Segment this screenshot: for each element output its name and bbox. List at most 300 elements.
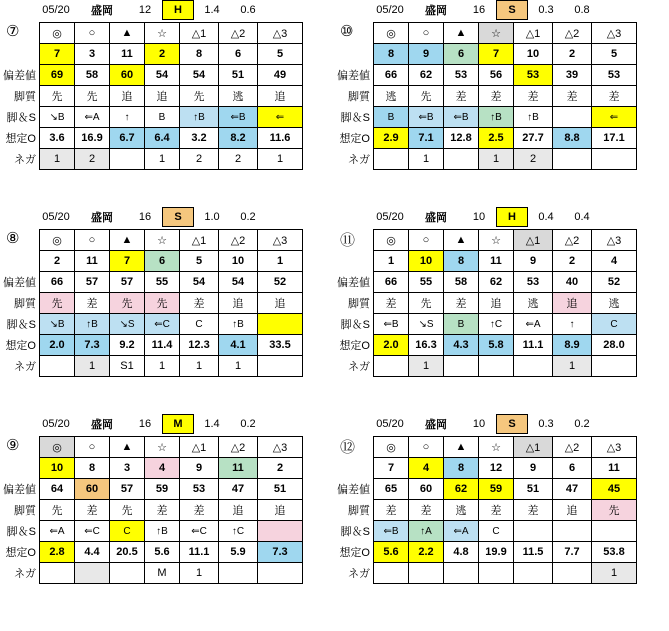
- table-cell: [479, 356, 514, 377]
- table-cell: △2: [553, 230, 592, 251]
- table-row: [334, 86, 637, 107]
- table-cell: 52: [258, 272, 303, 293]
- table-cell: C: [479, 521, 514, 542]
- table-cell: 27.7: [514, 128, 553, 149]
- table-cell: 19.9: [479, 542, 514, 563]
- table-cell: 5.9: [219, 542, 258, 563]
- table-row: [334, 479, 637, 500]
- table-cell: ⇐B: [444, 107, 479, 128]
- race-date: 05/20: [42, 418, 70, 430]
- table-cell: 53: [444, 65, 479, 86]
- table-cell: 5: [258, 44, 303, 65]
- table-row: [0, 272, 303, 293]
- table-cell: 先: [409, 293, 444, 314]
- table-cell: 53: [592, 65, 637, 86]
- race-grade: S: [163, 208, 194, 227]
- table-cell: ◎: [40, 230, 75, 251]
- table-row: [0, 128, 303, 149]
- table-cell: ⇐C: [75, 521, 110, 542]
- row-label: 想定O: [339, 547, 370, 559]
- table-cell: ↑C: [479, 314, 514, 335]
- row-label: 脚質: [348, 298, 370, 310]
- race-distance: 16: [138, 418, 152, 430]
- table-row: [0, 314, 303, 335]
- table-cell: [110, 563, 145, 584]
- table-cell: 2.5: [479, 128, 514, 149]
- table-cell: M: [145, 563, 180, 584]
- table-cell: 62: [479, 272, 514, 293]
- table-cell: ○: [75, 23, 110, 44]
- table-cell: 9: [514, 251, 553, 272]
- table-cell: [374, 563, 409, 584]
- table-cell: 逃: [514, 293, 553, 314]
- table-cell: 先: [592, 500, 637, 521]
- table-cell: 16.9: [75, 128, 110, 149]
- table-cell: 28.0: [592, 335, 637, 356]
- table-cell: 10: [514, 44, 553, 65]
- table-cell: ⇐A: [444, 521, 479, 542]
- table-cell: 2: [40, 251, 75, 272]
- table-cell: △1: [514, 230, 553, 251]
- row-label: 脚質: [14, 505, 36, 517]
- table-row: [0, 563, 303, 584]
- race-value-2: 0.8: [574, 4, 590, 16]
- table-row: [334, 437, 637, 458]
- table-cell: 2: [180, 149, 219, 170]
- table-cell: 55: [145, 272, 180, 293]
- table-row: [0, 356, 303, 377]
- table-cell: △3: [258, 230, 303, 251]
- table-cell: [374, 356, 409, 377]
- race-value-2: 0.2: [240, 418, 256, 430]
- table-cell: 差: [514, 500, 553, 521]
- table-cell: ⇐A: [40, 521, 75, 542]
- race-header: [370, 0, 600, 20]
- race-grade: M: [163, 415, 194, 434]
- race-track: 盛岡: [91, 212, 113, 224]
- row-label: 脚＆S: [340, 319, 370, 331]
- race-grade: S: [497, 415, 528, 434]
- table-cell: ↑: [110, 107, 145, 128]
- table-cell: 8: [75, 458, 110, 479]
- row-label: ネガ: [14, 361, 36, 373]
- table-cell: 60: [75, 479, 110, 500]
- table-cell: 1: [592, 563, 637, 584]
- table-cell: C: [180, 314, 219, 335]
- table-cell: 2: [219, 149, 258, 170]
- table-cell: 51: [258, 479, 303, 500]
- table-cell: 7: [40, 44, 75, 65]
- table-cell: 57: [110, 479, 145, 500]
- race-header: [36, 414, 266, 434]
- table-cell: [40, 356, 75, 377]
- table-row: [334, 500, 637, 521]
- table-cell: 5.8: [479, 335, 514, 356]
- table-cell: ⇐B: [374, 521, 409, 542]
- table-cell: 59: [479, 479, 514, 500]
- table-cell: 53: [180, 479, 219, 500]
- table-cell: 11: [110, 44, 145, 65]
- table-cell: 1: [553, 356, 592, 377]
- table-cell: ▲: [110, 23, 145, 44]
- race-value-1: 1.0: [204, 211, 220, 223]
- table-cell: [514, 356, 553, 377]
- table-cell: C: [110, 521, 145, 542]
- table-row: [0, 44, 303, 65]
- race-header: [370, 414, 600, 434]
- table-cell: ↑B: [514, 107, 553, 128]
- race-table: [334, 436, 637, 584]
- table-cell: ☆: [479, 437, 514, 458]
- table-cell: 先: [409, 86, 444, 107]
- table-cell: 6: [553, 458, 592, 479]
- table-cell: △1: [180, 23, 219, 44]
- table-cell: 差: [374, 293, 409, 314]
- table-cell: 6.7: [110, 128, 145, 149]
- table-cell: ↑B: [180, 107, 219, 128]
- race-header: [370, 207, 600, 227]
- table-cell: 9: [514, 458, 553, 479]
- race-track: 盛岡: [91, 419, 113, 431]
- race-value-2: 0.2: [240, 211, 256, 223]
- table-cell: 11: [75, 251, 110, 272]
- table-cell: [592, 149, 637, 170]
- table-cell: ⇐B: [374, 314, 409, 335]
- table-cell: 11.5: [514, 542, 553, 563]
- race-table: [334, 229, 637, 377]
- table-cell: [258, 521, 303, 542]
- race-table: [0, 229, 303, 377]
- race-date: 05/20: [376, 418, 404, 430]
- table-cell: 6: [444, 44, 479, 65]
- table-cell: 8: [444, 251, 479, 272]
- table-cell: 49: [258, 65, 303, 86]
- table-cell: △2: [219, 437, 258, 458]
- table-cell: B: [145, 107, 180, 128]
- table-cell: 差: [479, 500, 514, 521]
- table-cell: 4: [409, 458, 444, 479]
- race-distance: 10: [472, 418, 486, 430]
- table-cell: 47: [219, 479, 258, 500]
- table-cell: ↑A: [409, 521, 444, 542]
- table-cell: 差: [75, 500, 110, 521]
- table-cell: ⇐B: [219, 107, 258, 128]
- table-row: [334, 230, 637, 251]
- row-label: [334, 44, 374, 65]
- table-cell: 9: [409, 44, 444, 65]
- table-cell: 4.3: [444, 335, 479, 356]
- race-number: ⑩: [340, 23, 354, 40]
- table-cell: 54: [180, 65, 219, 86]
- table-row: [0, 521, 303, 542]
- row-label: [0, 458, 40, 479]
- table-row: [334, 458, 637, 479]
- table-cell: 追: [258, 293, 303, 314]
- table-cell: 逃: [219, 86, 258, 107]
- row-label: 脚質: [348, 91, 370, 103]
- table-cell: ⇐A: [514, 314, 553, 335]
- row-label: 想定O: [339, 340, 370, 352]
- table-row: [334, 107, 637, 128]
- table-cell: 6: [145, 251, 180, 272]
- table-cell: [444, 149, 479, 170]
- table-cell: 7.3: [258, 542, 303, 563]
- table-cell: 先: [40, 500, 75, 521]
- table-cell: [40, 563, 75, 584]
- row-label: ネガ: [348, 361, 370, 373]
- table-cell: △2: [219, 23, 258, 44]
- table-cell: △2: [553, 23, 592, 44]
- table-row: [334, 314, 637, 335]
- table-cell: 8: [374, 44, 409, 65]
- table-cell: [553, 521, 592, 542]
- table-cell: 9: [180, 458, 219, 479]
- table-cell: 7: [110, 251, 145, 272]
- table-row: [0, 86, 303, 107]
- table-cell: 60: [409, 479, 444, 500]
- table-cell: 1: [374, 251, 409, 272]
- race-grade: H: [163, 1, 194, 20]
- table-cell: [258, 314, 303, 335]
- table-cell: 7: [374, 458, 409, 479]
- race-block: [334, 207, 669, 414]
- table-cell: 65: [374, 479, 409, 500]
- race-date: 05/20: [376, 211, 404, 223]
- table-cell: 1: [145, 356, 180, 377]
- table-cell: 20.5: [110, 542, 145, 563]
- table-cell: ▲: [110, 437, 145, 458]
- race-value-1: 0.3: [538, 418, 554, 430]
- table-cell: ⇐A: [75, 107, 110, 128]
- table-cell: ⇐C: [180, 521, 219, 542]
- table-cell: 9.2: [110, 335, 145, 356]
- table-cell: ○: [75, 437, 110, 458]
- table-cell: 58: [444, 272, 479, 293]
- table-cell: ⇐: [592, 107, 637, 128]
- table-row: [0, 230, 303, 251]
- table-cell: [110, 149, 145, 170]
- table-cell: 8: [444, 458, 479, 479]
- table-cell: [444, 356, 479, 377]
- row-label: 脚質: [14, 91, 36, 103]
- table-cell: 52: [592, 272, 637, 293]
- table-cell: ↑C: [219, 521, 258, 542]
- race-header: [36, 207, 266, 227]
- table-cell: 3.2: [180, 128, 219, 149]
- table-cell: ↘S: [409, 314, 444, 335]
- race-distance: 16: [472, 4, 486, 16]
- table-cell: [258, 356, 303, 377]
- row-label: 想定O: [5, 340, 36, 352]
- table-cell: 追: [258, 86, 303, 107]
- table-row: [334, 293, 637, 314]
- race-track: 盛岡: [425, 419, 447, 431]
- table-cell: 3: [110, 458, 145, 479]
- table-cell: 2: [553, 251, 592, 272]
- table-cell: 59: [145, 479, 180, 500]
- table-cell: 64: [40, 479, 75, 500]
- table-cell: [219, 563, 258, 584]
- table-row: [334, 44, 637, 65]
- table-cell: 12: [479, 458, 514, 479]
- table-cell: C: [592, 314, 637, 335]
- table-cell: [479, 563, 514, 584]
- table-cell: 1: [258, 149, 303, 170]
- table-cell: 1: [409, 356, 444, 377]
- row-label: [334, 458, 374, 479]
- table-cell: 先: [110, 293, 145, 314]
- table-cell: 8.2: [219, 128, 258, 149]
- race-grade: H: [497, 208, 528, 227]
- table-cell: 1: [40, 149, 75, 170]
- table-cell: 1: [409, 149, 444, 170]
- race-value-1: 1.4: [204, 418, 220, 430]
- table-row: [0, 500, 303, 521]
- table-row: [334, 335, 637, 356]
- table-cell: ☆: [145, 23, 180, 44]
- table-cell: ↘S: [110, 314, 145, 335]
- table-cell: 2: [514, 149, 553, 170]
- table-cell: 差: [444, 293, 479, 314]
- table-cell: 7: [479, 44, 514, 65]
- table-cell: 1: [75, 356, 110, 377]
- table-cell: 11: [592, 458, 637, 479]
- table-cell: 8.9: [553, 335, 592, 356]
- table-row: [0, 251, 303, 272]
- row-label: [0, 251, 40, 272]
- table-cell: 51: [514, 479, 553, 500]
- race-number: ⑧: [6, 230, 20, 247]
- table-cell: ☆: [479, 230, 514, 251]
- table-cell: ⇐C: [145, 314, 180, 335]
- table-cell: 先: [40, 293, 75, 314]
- row-label: 脚質: [348, 505, 370, 517]
- table-cell: △1: [514, 437, 553, 458]
- row-label: [334, 251, 374, 272]
- table-cell: B: [374, 107, 409, 128]
- table-cell: 62: [409, 65, 444, 86]
- race-track: 盛岡: [91, 5, 113, 17]
- race-value-1: 1.4: [204, 4, 220, 16]
- row-label: 想定O: [5, 133, 36, 145]
- race-distance: 16: [138, 211, 152, 223]
- table-row: [0, 293, 303, 314]
- race-date: 05/20: [376, 4, 404, 16]
- table-cell: 2: [75, 149, 110, 170]
- table-cell: ☆: [145, 437, 180, 458]
- table-cell: 追: [110, 86, 145, 107]
- table-cell: △1: [180, 437, 219, 458]
- race-value-2: 0.6: [240, 4, 256, 16]
- table-cell: ◎: [40, 437, 75, 458]
- table-row: [334, 521, 637, 542]
- table-cell: [514, 521, 553, 542]
- race-value-2: 0.4: [574, 211, 590, 223]
- table-cell: [514, 563, 553, 584]
- race-number: ⑫: [340, 439, 356, 456]
- table-cell: 11.1: [514, 335, 553, 356]
- table-cell: 54: [145, 65, 180, 86]
- table-cell: 7.7: [553, 542, 592, 563]
- table-row: [334, 272, 637, 293]
- table-cell: 2: [145, 44, 180, 65]
- table-cell: 4: [592, 251, 637, 272]
- table-row: [0, 458, 303, 479]
- row-label: 脚＆S: [6, 526, 36, 538]
- table-row: [0, 23, 303, 44]
- row-label: 偏差値: [337, 70, 370, 82]
- table-cell: 追: [219, 500, 258, 521]
- race-distance: 10: [472, 211, 486, 223]
- table-cell: 1: [479, 149, 514, 170]
- table-cell: 差: [479, 86, 514, 107]
- table-row: [334, 149, 637, 170]
- table-cell: △3: [592, 230, 637, 251]
- table-cell: ◎: [374, 23, 409, 44]
- table-cell: 11.6: [258, 128, 303, 149]
- table-cell: 5.6: [145, 542, 180, 563]
- table-cell: 差: [592, 86, 637, 107]
- table-cell: 4: [145, 458, 180, 479]
- table-cell: 54: [180, 272, 219, 293]
- table-cell: 7.3: [75, 335, 110, 356]
- race-number: ⑪: [340, 232, 356, 249]
- table-row: [0, 479, 303, 500]
- row-label: 偏差値: [3, 277, 36, 289]
- table-row: [334, 65, 637, 86]
- table-row: [0, 335, 303, 356]
- table-cell: 追: [145, 86, 180, 107]
- table-cell: 1: [145, 149, 180, 170]
- table-cell: 60: [110, 65, 145, 86]
- table-cell: 差: [409, 500, 444, 521]
- table-cell: △2: [553, 437, 592, 458]
- table-cell: 先: [75, 86, 110, 107]
- table-cell: ▲: [444, 230, 479, 251]
- row-label: 偏差値: [3, 484, 36, 496]
- table-cell: 11: [219, 458, 258, 479]
- table-cell: 差: [145, 500, 180, 521]
- table-row: [334, 356, 637, 377]
- table-cell: 追: [479, 293, 514, 314]
- table-cell: 差: [553, 86, 592, 107]
- table-cell: 4.4: [75, 542, 110, 563]
- table-cell: 先: [145, 293, 180, 314]
- table-cell: ↑B: [75, 314, 110, 335]
- table-cell: 追: [219, 293, 258, 314]
- table-cell: 逃: [592, 293, 637, 314]
- table-cell: ▲: [444, 23, 479, 44]
- table-cell: 2: [258, 458, 303, 479]
- table-cell: 69: [40, 65, 75, 86]
- table-cell: 51: [219, 65, 258, 86]
- race-date: 05/20: [42, 4, 70, 16]
- table-row: [0, 437, 303, 458]
- table-cell: 57: [110, 272, 145, 293]
- race-number: ⑨: [6, 437, 20, 454]
- table-cell: 6.4: [145, 128, 180, 149]
- table-cell: ◎: [40, 23, 75, 44]
- table-cell: [409, 563, 444, 584]
- table-cell: 11.1: [180, 542, 219, 563]
- table-row: [0, 107, 303, 128]
- table-cell: 17.1: [592, 128, 637, 149]
- table-cell: 2.0: [40, 335, 75, 356]
- table-cell: ○: [409, 437, 444, 458]
- table-cell: 逃: [374, 86, 409, 107]
- race-value-1: 0.3: [538, 4, 554, 16]
- table-cell: ▲: [444, 437, 479, 458]
